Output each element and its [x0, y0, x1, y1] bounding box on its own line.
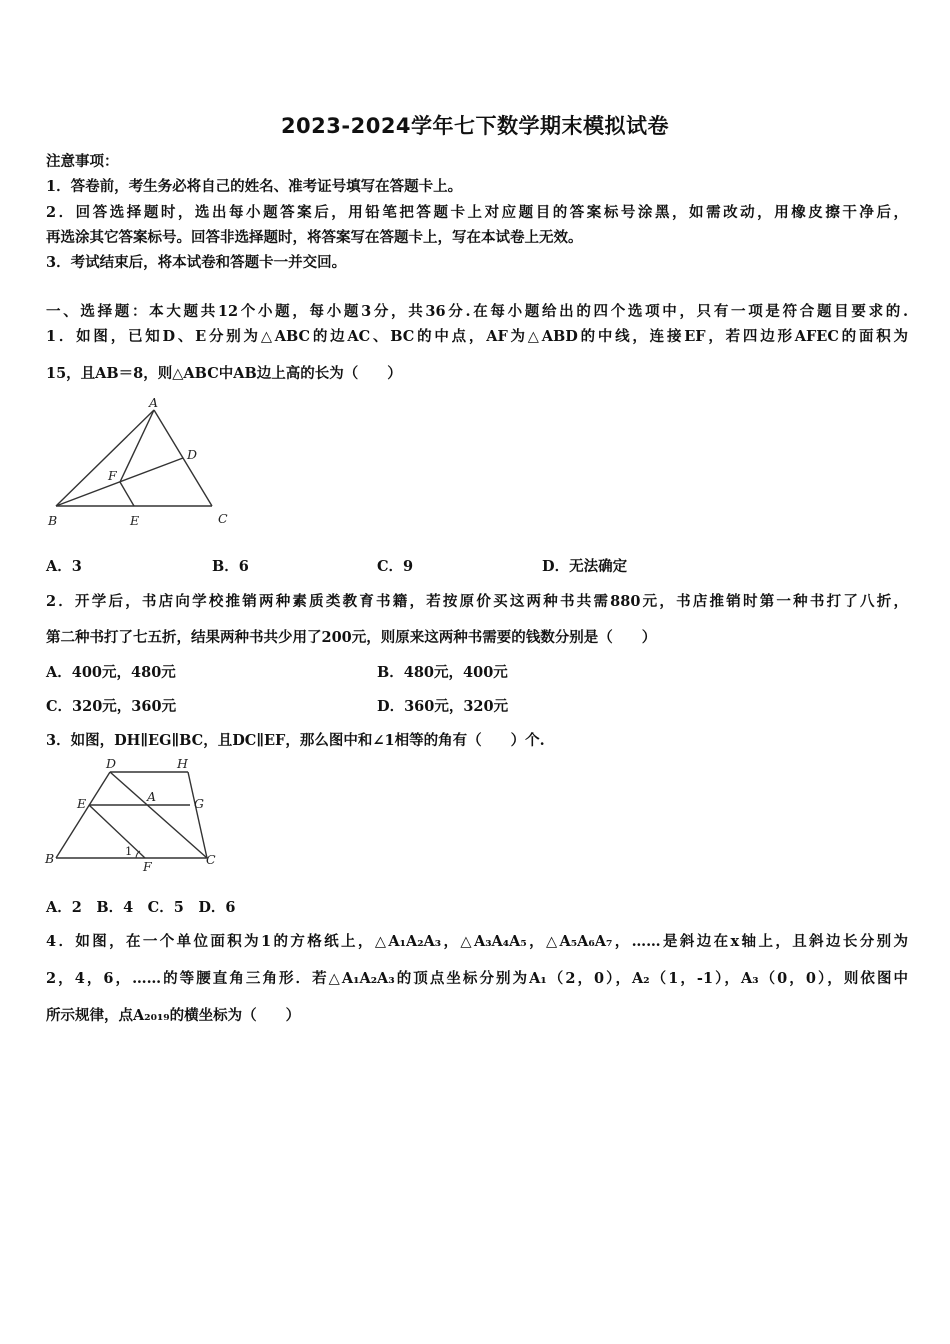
q1-text-line-1: 1．如图，已知D、E分别为△ABC的边AC、BC的中点，AF为△ABD的中线，连接EF，若四边形AFEC的面积为: [46, 328, 908, 345]
page-title: 2023-2024学年七下数学期末模拟试卷: [280, 114, 670, 138]
q3-label-e: E: [77, 796, 87, 811]
q3-options[interactable]: A．2 B．4 C．5 D．6: [46, 899, 236, 916]
q2-option-b[interactable]: B．480元，400元: [377, 664, 508, 681]
q1-label-f: F: [108, 468, 117, 483]
q1-label-e: E: [130, 513, 140, 528]
q1-segment-ab: [56, 410, 154, 506]
q2-text-line-1: 2．开学后，书店向学校推销两种素质类教育书籍，若按原价买这两种书共需880元，书店推销时第一种书打了八折，: [46, 593, 908, 610]
q3-label-a: A: [147, 789, 157, 804]
notice-line-4: 3．考试结束后，将本试卷和答题卡一并交回。: [46, 254, 347, 271]
q1-label-d: D: [187, 447, 198, 462]
notice-line-3: 再选涂其它答案标号。回答非选择题时，将答案写在答题卡上，写在本试卷上无效。: [46, 229, 583, 246]
notice-heading: 注意事项：: [46, 153, 119, 170]
q1-label-a: A: [149, 395, 159, 410]
q4-text-line-3: 所示规律，点A₂₀₁₉的横坐标为（ ）: [46, 1007, 301, 1024]
q3-label-c: C: [206, 852, 216, 867]
q2-text-line-2: 第二种书打了七五折，结果两种书共少用了200元，则原来这两种书需要的钱数分别是（ ）: [46, 629, 657, 646]
q1-text-line-2: 15，且AB＝8，则△ABC中AB边上高的长为（ ）: [46, 365, 402, 382]
q1-option-b[interactable]: B．6: [212, 558, 249, 575]
notice-line-2: 2．回答选择题时，选出每小题答案后，用铅笔把答题卡上对应题目的答案标号涂黑，如需改动，用橡皮擦干净后，: [46, 204, 908, 221]
q3-label-d: D: [106, 756, 117, 771]
q3-angle-1-arc: [136, 851, 140, 858]
q3-label-angle-1: 1: [125, 844, 133, 858]
q3-text-line-1: 3．如图，DH∥EG∥BC，且DC∥EF，那么图中和∠1相等的角有（ ）个.: [46, 732, 545, 749]
q4-text-line-2: 2，4，6，……的等腰直角三角形．若△A₁A₂A₃的顶点坐标分别为A₁（2，0），A₂（1，-1），A₃（0，0），则依图中: [46, 970, 908, 987]
q3-label-g: G: [194, 796, 204, 811]
q1-label-b: B: [48, 513, 58, 528]
q1-option-a[interactable]: A．3: [46, 558, 82, 575]
q2-option-a[interactable]: A．400元，480元: [46, 664, 176, 681]
q3-segment-db: [56, 772, 110, 858]
notice-line-1: 1．答卷前，考生务必将自己的姓名、准考证号填写在答题卡上。: [46, 178, 463, 195]
q1-segment-bd: [56, 458, 183, 506]
q1-option-d[interactable]: D．无法确定: [542, 558, 628, 575]
q4-text-line-1: 4．如图，在一个单位面积为1的方格纸上，△A₁A₂A₃，△A₃A₄A₅，△A₅A₆A₇，……是斜边在x轴上，且斜边长分别为: [46, 933, 908, 950]
q3-label-b: B: [45, 851, 55, 866]
q1-segment-fe: [120, 482, 134, 506]
q1-triangle-figure: [44, 393, 244, 533]
q3-label-h: H: [177, 756, 188, 771]
q1-label-c: C: [218, 511, 228, 526]
q3-segment-hc: [188, 772, 207, 858]
q2-option-c[interactable]: C．320元，360元: [46, 698, 177, 715]
q3-trapezoid-figure: [42, 755, 232, 880]
section-heading: 一、选择题：本大题共12个小题，每小题3分，共36分.在每小题给出的四个选项中，只有一项是符合题目要求的.: [46, 303, 908, 320]
q3-segment-ef: [89, 805, 145, 858]
q3-label-f: F: [143, 859, 152, 874]
q2-option-d[interactable]: D．360元，320元: [377, 698, 509, 715]
q1-option-c[interactable]: C．9: [377, 558, 414, 575]
